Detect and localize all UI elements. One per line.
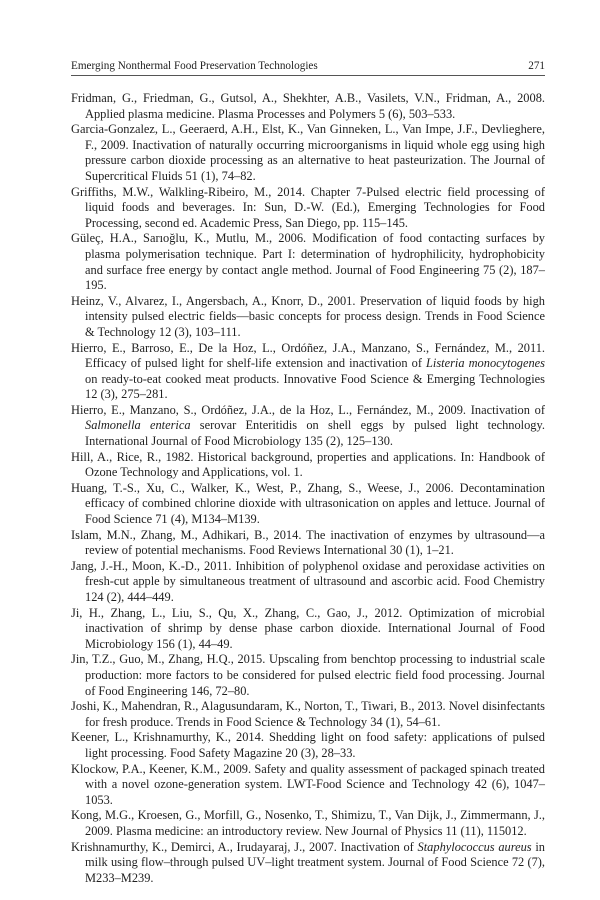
reference-entry: [71, 762, 545, 809]
reference-text: Huang, T.-S., Xu, C., Walker, K., West, P., Zhang, S., Weese, J., 2006. Decontamination efficacy of combined chlorine dioxide with ultrasonication on apples and lettuce. Journal of Food Science 71 (4), M134–M139.: [71, 480, 545, 527]
reference-italic-text: Listeria monocytogenes: [426, 356, 545, 371]
reference-text: Islam, M.N., Zhang, M., Adhikari, B., 2014. The inactivation of enzymes by ultrasound—a review of potential mechanisms. Food Reviews International 30 (1), 1–21.: [71, 527, 545, 558]
reference-entry: [71, 559, 545, 606]
reference-text: Jin, T.Z., Guo, M., Zhang, H.Q., 2015. Upscaling from benchtop processing to industrial scale production: more factors to be considered for pulsed electric field food processing. Journal of Food Engineering 146, 72–80.: [71, 652, 545, 698]
reference-entry: [71, 606, 545, 653]
reference-text: Güleç, H.A., Sarıoğlu, K., Mutlu, M., 2006. Modification of food contacting surfaces by plasma polymerisation technique. Part I: determination of hydrophilicity, hydrophobicity and surface free energy by contact angle method. Journal of Food Engineering 75 (2), 187–195.: [71, 231, 545, 293]
reference-text: Krishnamurthy, K., Demirci, A., Irudayaraj, J., 2007. Inactivation of: [71, 839, 418, 854]
reference-text: Griffiths, M.W., Walkling-Ribeiro, M., 2014. Chapter 7-Pulsed electric field processing of liquid foods and beverages. In: Sun, D.-W. (Ed.), Emerging Technologies for Food Processing, second ed. Academic Press, San Diego, pp. 115–145.: [71, 184, 545, 230]
reference-entry: [71, 231, 545, 293]
reference-entry: [71, 652, 545, 699]
reference-text: Hill, A., Rice, R., 1982. Historical background, properties and applications. In: Handbook of Ozone Technology and Applications, vol. 1.: [71, 449, 545, 480]
reference-entry: [71, 840, 545, 887]
reference-text: in milk using flow–through pulsed UV–light treatment system. Journal of Food Science 72 (7), M233–M239.: [85, 839, 545, 885]
reference-text: Hierro, E., Barroso, E., De la Hoz, L., Ordóñez, J.A., Manzano, S., Fernández, M., 2011. Efficacy of pulsed light for shelf-life extension and inactivation of: [71, 340, 545, 371]
reference-text: Hierro, E., Manzano, S., Ordóñez, J.A., de la Hoz, L., Fernández, M., 2009. Inactivation of: [71, 402, 545, 417]
reference-entry: [71, 341, 545, 403]
reference-entry: [71, 808, 545, 839]
reference-entry: [71, 481, 545, 528]
reference-text: Joshi, K., Mahendran, R., Alagusundaram, K., Norton, T., Tiwari, B., 2013. Novel disinfectants for fresh produce. Trends in Food Science & Technology 34 (1), 54–61.: [71, 699, 545, 729]
reference-italic-text: Staphylococcus aureus: [417, 839, 532, 854]
reference-entry: [71, 699, 545, 730]
header-rule: [71, 75, 545, 76]
reference-text: Garcia-Gonzalez, L., Geeraerd, A.H., Elst, K., Van Ginneken, L., Van Impe, J.F., Devlieghere, F., 2009. Inactivation of naturally occurring microorganisms in liquid whole egg using high pressure carbon dioxide processing as an alternative to heat pasteurization. The Journal of Supercritical Fluids 51 (1), 74–82.: [71, 122, 545, 183]
reference-text: Heinz, V., Alvarez, I., Angersbach, A., Knorr, D., 2001. Preservation of liquid foods by high intensity pulsed electric fields—basic concepts for process design. Trends in Food Science & Technology 12 (3), 103–111.: [71, 293, 545, 339]
reference-entry: [71, 450, 545, 481]
reference-entry: [71, 294, 545, 341]
reference-text: serovar Enteritidis on shell eggs by pulsed light technology. International Journal of Food Microbiology 135 (2), 125–130.: [85, 418, 545, 449]
page-number: 271: [528, 60, 545, 72]
reference-text: Kong, M.G., Kroesen, G., Morfill, G., Nosenko, T., Shimizu, T., Van Dijk, J., Zimmermann, J., 2009. Plasma medicine: an introductory review. New Journal of Physics 11 (11), 115012.: [71, 808, 545, 838]
reference-text: Ji, H., Zhang, L., Liu, S., Qu, X., Zhang, C., Gao, J., 2012. Optimization of microbial inactivation of shrimp by dense phase carbon dioxide. International Journal of Food Microbiology 156 (1), 44–49.: [71, 605, 545, 651]
reference-text: Fridman, G., Friedman, G., Gutsol, A., Shekhter, A.B., Vasilets, V.N., Fridman, A., 2008. Applied plasma medicine. Plasma Processes and Polymers 5 (6), 503–533.: [71, 91, 545, 121]
reference-text: Jang, J.-H., Moon, K.-D., 2011. Inhibition of polyphenol oxidase and peroxidase activities on fresh-cut apple by simultaneous treatment of ultrasound and ascorbic acid. Food Chemistry 124 (2), 444–449.: [71, 558, 545, 604]
reference-entry: [71, 185, 545, 232]
reference-italic-text: Salmonella enterica: [85, 418, 191, 433]
reference-entry: [71, 122, 545, 184]
reference-entry: [71, 528, 545, 559]
reference-entry: [71, 91, 545, 122]
running-header: [71, 58, 545, 74]
reference-entry: [71, 403, 545, 450]
reference-text: on ready-to-eat cooked meat products. Innovative Food Science & Emerging Technologies 12 (3), 275–281.: [85, 371, 545, 402]
reference-text: Keener, L., Krishnamurthy, K., 2014. Shedding light on food safety: applications of pulsed light processing. Food Safety Magazine 20 (3), 28–33.: [71, 730, 545, 760]
running-title: Emerging Nonthermal Food Preservation Technologies: [71, 60, 318, 72]
reference-text: Klockow, P.A., Keener, K.M., 2009. Safety and quality assessment of packaged spinach treated with a novel ozone-generation system. LWT-Food Science and Technology 42 (6), 1047–1053.: [71, 761, 545, 807]
reference-entry: [71, 730, 545, 761]
reference-list: [71, 91, 545, 886]
